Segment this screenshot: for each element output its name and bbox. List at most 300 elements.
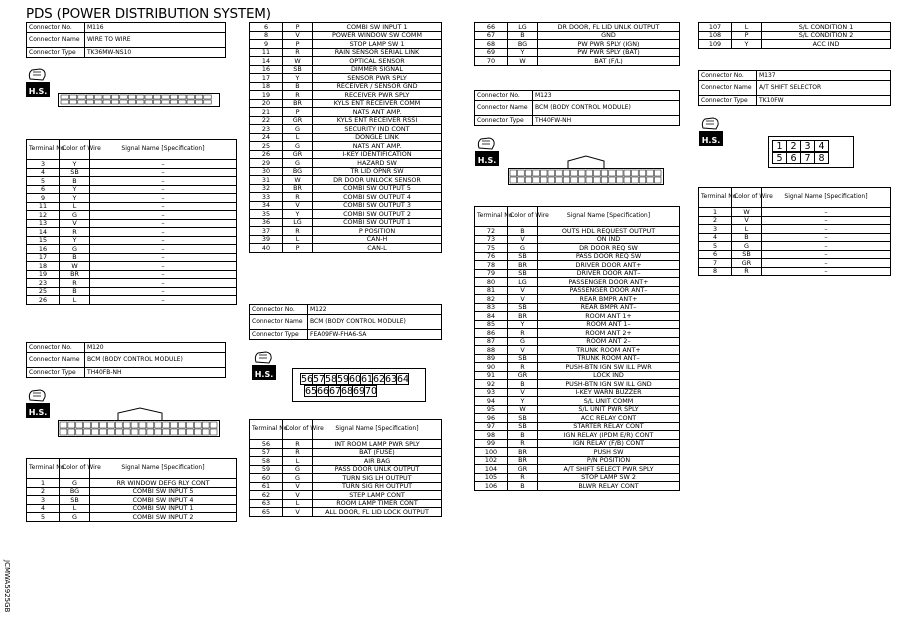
terminal-cell: 97 (475, 422, 508, 431)
signal-name-cell: NATS ANT AMP. (313, 142, 442, 151)
signal-name-cell: GND (538, 31, 680, 40)
wire-color-cell: GR (283, 150, 313, 159)
signal-name-cell: STEP LAMP CONT (313, 491, 442, 500)
connector-pin: 3 (800, 140, 815, 152)
signal-name-cell: STOP LAMP SW 2 (538, 473, 680, 482)
m120-connector-face (58, 408, 220, 438)
wire-color-cell: R (508, 473, 538, 482)
wire-color-cell: L (60, 202, 90, 211)
terminal-cell: 24 (250, 133, 283, 142)
connector-pin: 66 (317, 386, 330, 397)
wire-color-cell: W (508, 405, 538, 414)
signal-name-cell: – (90, 262, 237, 271)
terminal-cell: 66 (475, 23, 508, 32)
terminal-cell: 78 (475, 261, 508, 270)
terminal-cell: 57 (250, 448, 283, 457)
signal-name-cell: – (90, 287, 237, 296)
terminal-cell: 31 (250, 176, 283, 185)
terminal-cell: 73 (475, 235, 508, 244)
wire-color-cell: Y (508, 397, 538, 406)
signal-name-cell: – (762, 242, 891, 251)
wire-color-cell: Y (60, 160, 90, 169)
signal-name-cell: AIR BAG (313, 457, 442, 466)
signal-name-cell: ROOM ANT 2– (538, 337, 680, 346)
terminal-cell: 7 (699, 259, 732, 268)
terminal-cell: 26 (250, 150, 283, 159)
hs-hand-icon (475, 136, 499, 166)
wire-color-cell: BR (283, 99, 313, 108)
signal-name-cell: – (90, 279, 237, 288)
connector-pin: 2 (786, 140, 801, 152)
terminal-cell: 69 (475, 48, 508, 57)
signal-name-cell: DRIVER DOOR ANT+ (538, 261, 680, 270)
terminal-cell: 8 (250, 31, 283, 40)
signal-name-cell: LOCK IND (538, 371, 680, 380)
wire-color-cell: R (283, 440, 313, 449)
terminal-cell: 8 (699, 267, 732, 276)
wire-color-cell: B (732, 233, 762, 242)
wire-color-cell: V (283, 31, 313, 40)
connector-pin: 57 (313, 374, 326, 385)
m122-connector-info: Connector No. M122 Connector Name BCM (BODY CONTROL MODULE) Connector Type FEA09FW-FHA6-SA (249, 304, 442, 340)
wire-color-cell: W (283, 176, 313, 185)
table-row (250, 499, 442, 508)
table-row (250, 82, 442, 91)
table-row (27, 479, 237, 488)
wire-color-cell: SB (508, 414, 538, 423)
signal-name-cell: DR DOOR UNLOCK SENSOR (313, 176, 442, 185)
table-row (475, 388, 680, 397)
terminal-cell: 30 (250, 167, 283, 176)
table-row (699, 216, 891, 225)
wire-color-cell: GR (508, 465, 538, 474)
table-row (475, 252, 680, 261)
hs-hand-icon (252, 350, 276, 380)
terminal-cell: 4 (699, 233, 732, 242)
terminal-cell: 11 (27, 202, 60, 211)
signal-name-cell: ROOM ANT 1+ (538, 312, 680, 321)
wire-color-cell: W (508, 57, 538, 66)
terminal-cell: 1 (27, 479, 60, 488)
terminal-cell: 33 (250, 193, 283, 202)
connector-pin: 60 (349, 374, 362, 385)
wire-color-cell: V (283, 201, 313, 210)
signal-name-cell: S/L UNIT COMM (538, 397, 680, 406)
signal-name-cell: S/L CONDITION 1 (762, 23, 891, 32)
wire-color-cell: BR (508, 312, 538, 321)
signal-name-cell: P POSITION (313, 227, 442, 236)
table-row (699, 250, 891, 259)
terminal-cell: 36 (250, 218, 283, 227)
wire-color-cell: G (60, 211, 90, 220)
wire-color-cell: GR (732, 259, 762, 268)
wire-color-cell: SB (60, 168, 90, 177)
signal-name-cell: NATS ANT AMP. (313, 108, 442, 117)
table-row (475, 329, 680, 338)
table-row (475, 286, 680, 295)
table-row (27, 185, 237, 194)
terminal-cell: 60 (250, 474, 283, 483)
signal-name-cell: – (90, 219, 237, 228)
table-row (27, 487, 237, 496)
wire-color-cell: Y (60, 236, 90, 245)
m122-connector-face (292, 368, 426, 402)
table-row (250, 244, 442, 253)
terminal-cell: 18 (27, 262, 60, 271)
table-row (250, 193, 442, 202)
wire-color-cell: B (508, 482, 538, 491)
terminal-cell: 37 (250, 227, 283, 236)
signal-name-cell: – (90, 177, 237, 186)
wire-color-cell: BR (508, 261, 538, 270)
table-row (27, 296, 237, 305)
signal-name-cell: PASSENGER DOOR ANT– (538, 286, 680, 295)
wire-color-cell: P (283, 23, 313, 32)
wire-color-cell: G (283, 474, 313, 483)
signal-name-cell: – (90, 185, 237, 194)
table-row (475, 244, 680, 253)
hs-hand-icon (699, 116, 723, 146)
table-row (250, 108, 442, 117)
terminal-cell: 9 (27, 194, 60, 203)
wire-color-cell: B (508, 431, 538, 440)
table-row (475, 40, 680, 49)
signal-name-cell: COMBI SW INPUT 1 (90, 504, 237, 513)
table-row (250, 57, 442, 66)
signal-name-cell: IGN RELAY (F/B) CONT (538, 439, 680, 448)
table-row (27, 279, 237, 288)
signal-name-cell: COMBI SW OUTPUT 4 (313, 193, 442, 202)
terminal-cell: 13 (27, 219, 60, 228)
signal-name-cell: COMBI SW OUTPUT 3 (313, 201, 442, 210)
signal-name-cell: I-KEY IDENTIFICATION (313, 150, 442, 159)
terminal-cell: 68 (475, 40, 508, 49)
table-row (699, 225, 891, 234)
terminal-cell: 59 (250, 465, 283, 474)
terminal-cell: 21 (250, 108, 283, 117)
table-row (699, 23, 891, 32)
table-row (475, 456, 680, 465)
table-row (699, 259, 891, 268)
signal-name-cell: ACC IND (762, 40, 891, 49)
connector-pin: 58 (325, 374, 338, 385)
terminal-cell: 1 (699, 208, 732, 217)
signal-name-cell: TURN SIG RH OUTPUT (313, 482, 442, 491)
wire-color-cell: G (60, 479, 90, 488)
terminal-cell: 61 (250, 482, 283, 491)
table-row (250, 91, 442, 100)
signal-name-cell: DIMMER SIGNAL (313, 65, 442, 74)
signal-name-cell: RR WINDOW DEFG RLY CONT (90, 479, 237, 488)
signal-name-cell: S/L CONDITION 2 (762, 31, 891, 40)
terminal-cell: 75 (475, 244, 508, 253)
table-row (27, 211, 237, 220)
wire-color-cell: SB (60, 496, 90, 505)
wire-color-cell: P (283, 244, 313, 253)
wire-color-cell: SB (508, 269, 538, 278)
table-row (475, 295, 680, 304)
terminal-cell: 91 (475, 371, 508, 380)
wire-color-cell: SB (508, 303, 538, 312)
terminal-cell: 17 (27, 253, 60, 262)
table-row (475, 473, 680, 482)
wire-color-cell: W (60, 262, 90, 271)
svg-text:H.S.: H.S. (477, 156, 497, 165)
terminal-cell: 98 (475, 431, 508, 440)
table-row (475, 261, 680, 270)
wire-color-cell: Y (283, 74, 313, 83)
table-row (250, 448, 442, 457)
wire-color-cell: Y (732, 40, 762, 49)
wire-color-cell: LG (508, 278, 538, 287)
table-row (27, 219, 237, 228)
wire-color-cell: G (60, 513, 90, 522)
signal-name-cell: – (762, 233, 891, 242)
table-row (27, 194, 237, 203)
table-row (475, 235, 680, 244)
m116-connector-info: Connector No. M116 Connector Name WIRE TO WIRE Connector Type TK36MW-NS10 (26, 22, 226, 58)
wire-color-cell: V (283, 482, 313, 491)
table-row (699, 242, 891, 251)
m123-connector-face (508, 156, 664, 186)
table-row (250, 184, 442, 193)
m116-connector-face (58, 93, 220, 107)
wire-color-cell: R (60, 228, 90, 237)
terminal-cell: 2 (699, 216, 732, 225)
table-row (250, 167, 442, 176)
connector-pin: 64 (397, 374, 410, 385)
table-row (475, 354, 680, 363)
terminal-cell: 16 (250, 65, 283, 74)
terminal-cell: 6 (699, 250, 732, 259)
signal-name-cell: IGN RELAY (IPDM E/R) CONT (538, 431, 680, 440)
table-row (475, 439, 680, 448)
wire-color-cell: W (732, 208, 762, 217)
wire-color-cell: G (60, 245, 90, 254)
terminal-cell: 16 (27, 245, 60, 254)
signal-name-cell: – (90, 194, 237, 203)
table-row (475, 371, 680, 380)
signal-name-cell: KYLS ENT RECEIVER RSSI (313, 116, 442, 125)
signal-name-cell: – (762, 208, 891, 217)
terminal-cell: 72 (475, 227, 508, 236)
signal-name-cell: – (90, 245, 237, 254)
signal-name-cell: BAT (FUSE) (313, 448, 442, 457)
signal-name-cell: SECURITY IND CONT (313, 125, 442, 134)
signal-name-cell: TRUNK ROOM ANT– (538, 354, 680, 363)
signal-name-cell: POWER WINDOW SW COMM (313, 31, 442, 40)
terminal-cell: 105 (475, 473, 508, 482)
wire-color-cell: V (508, 295, 538, 304)
signal-name-cell: BLWR RELAY CONT (538, 482, 680, 491)
terminal-cell: 39 (250, 235, 283, 244)
signal-name-cell: – (90, 211, 237, 220)
terminal-cell: 20 (250, 99, 283, 108)
terminal-cell: 108 (699, 31, 732, 40)
table-row (699, 208, 891, 217)
wire-color-cell: Y (283, 210, 313, 219)
signal-name-cell: DR DOOR REQ SW (538, 244, 680, 253)
signal-name-cell: P/N POSITION (538, 456, 680, 465)
signal-name-cell: CAN-L (313, 244, 442, 253)
wire-color-cell: G (732, 242, 762, 251)
signal-name-cell: – (90, 168, 237, 177)
connector-pin: 67 (329, 386, 342, 397)
wire-color-cell: SB (508, 422, 538, 431)
terminal-cell: 99 (475, 439, 508, 448)
terminal-cell: 96 (475, 414, 508, 423)
table-row (475, 278, 680, 287)
signal-name-cell: – (762, 250, 891, 259)
signal-name-cell: PUSH SW (538, 448, 680, 457)
terminal-cell: 90 (475, 363, 508, 372)
wire-color-cell: G (508, 244, 538, 253)
signal-name-cell: PUSH-BTN IGN SW ILL GND (538, 380, 680, 389)
m137-signal-table: Terminal No. Color of Wire Signal Name [Specification] 1 W – 2 V – 3 L – 4 B – 5 G – 6 SB – 7 GR – 8 R – (698, 187, 891, 276)
terminal-cell: 34 (250, 201, 283, 210)
signal-name-cell: COMBI SW OUTPUT 2 (313, 210, 442, 219)
wire-color-cell: R (732, 267, 762, 276)
wire-color-cell: BG (60, 487, 90, 496)
table-row (250, 508, 442, 517)
table-row (250, 125, 442, 134)
terminal-cell: 19 (250, 91, 283, 100)
wire-color-cell: Y (508, 48, 538, 57)
signal-name-cell: COMBI SW INPUT 4 (90, 496, 237, 505)
m120-connector-info: Connector No. M120 Connector Name BCM (BODY CONTROL MODULE) Connector Type TH40FB-NH (26, 342, 226, 378)
terminal-cell: 84 (475, 312, 508, 321)
figure-code: JCMWA5925GB (3, 560, 11, 613)
connector-pin: 7 (800, 152, 815, 164)
wire-color-cell: GR (508, 371, 538, 380)
terminal-cell: 93 (475, 388, 508, 397)
terminal-cell: 2 (27, 487, 60, 496)
signal-name-cell: – (762, 259, 891, 268)
table-row (250, 31, 442, 40)
signal-name-cell: ROOM ANT 2+ (538, 329, 680, 338)
table-row (475, 414, 680, 423)
wire-color-cell: V (732, 216, 762, 225)
terminal-cell: 100 (475, 448, 508, 457)
wire-color-cell: B (508, 380, 538, 389)
m120-signal-table-continued (249, 22, 442, 253)
wire-color-cell: V (508, 388, 538, 397)
table-row (250, 210, 442, 219)
table-row (475, 448, 680, 457)
wire-color-cell: W (283, 57, 313, 66)
terminal-cell: 5 (27, 177, 60, 186)
terminal-cell: 12 (27, 211, 60, 220)
m122-signal-table-continued (474, 22, 680, 66)
signal-name-cell: PASSENGER DOOR ANT+ (538, 278, 680, 287)
terminal-cell: 15 (27, 236, 60, 245)
connector-pin: 8 (814, 152, 829, 164)
wire-color-cell: R (508, 329, 538, 338)
table-row (27, 496, 237, 505)
signal-name-cell: SENSOR PWR SPLY (313, 74, 442, 83)
wire-color-cell: GR (283, 116, 313, 125)
signal-name-cell: TR LID OPNR SW (313, 167, 442, 176)
signal-name-cell: – (90, 160, 237, 169)
terminal-cell: 81 (475, 286, 508, 295)
terminal-cell: 80 (475, 278, 508, 287)
wire-color-cell: L (283, 499, 313, 508)
signal-name-cell: COMBI SW OUTPUT 5 (313, 184, 442, 193)
table-row (250, 176, 442, 185)
wire-color-cell: G (283, 465, 313, 474)
svg-text:H.S.: H.S. (28, 408, 48, 417)
signal-name-cell: DR DOOR, FL LID UNLK OUTPUT (538, 23, 680, 32)
table-row (250, 116, 442, 125)
wire-color-cell: SB (508, 354, 538, 363)
signal-name-cell: I-KEY WARN BUZZER (538, 388, 680, 397)
table-row (250, 474, 442, 483)
signal-name-cell: – (762, 216, 891, 225)
table-row (27, 228, 237, 237)
wire-color-cell: BG (283, 167, 313, 176)
connector-pin: 4 (814, 140, 829, 152)
wire-color-cell: LG (283, 218, 313, 227)
wire-color-cell: P (283, 40, 313, 49)
signal-name-cell: PW PWR SPLY (BAT) (538, 48, 680, 57)
wire-color-cell: V (283, 508, 313, 517)
table-row (250, 23, 442, 32)
signal-name-cell: RECEIVER PWR SPLY (313, 91, 442, 100)
wire-color-cell: Y (60, 194, 90, 203)
terminal-cell: 25 (250, 142, 283, 151)
table-row (250, 482, 442, 491)
wire-color-cell: P (283, 108, 313, 117)
terminal-cell: 4 (27, 504, 60, 513)
wire-color-cell: Y (508, 320, 538, 329)
table-row (250, 150, 442, 159)
wire-color-cell: L (283, 457, 313, 466)
signal-name-cell: RAIN SENSOR SERIAL LINK (313, 48, 442, 57)
wire-color-cell: G (508, 337, 538, 346)
m137-connector-info: Connector No. M137 Connector Name A/T SHIFT SELECTOR Connector Type TK10FW (698, 70, 891, 106)
table-row (475, 23, 680, 32)
table-row (250, 99, 442, 108)
terminal-cell: 89 (475, 354, 508, 363)
signal-name-cell: KYLS ENT RECEIVER COMM (313, 99, 442, 108)
table-row (699, 267, 891, 276)
table-row (475, 465, 680, 474)
signal-name-cell: CAN-H (313, 235, 442, 244)
terminal-cell: 9 (250, 40, 283, 49)
wire-color-cell: SB (732, 250, 762, 259)
terminal-cell: 83 (475, 303, 508, 312)
wire-color-cell: R (283, 91, 313, 100)
table-row (699, 40, 891, 49)
signal-name-cell: – (762, 267, 891, 276)
signal-name-cell: OUTS HDL REQUEST OUTPUT (538, 227, 680, 236)
wire-color-cell: V (283, 491, 313, 500)
connector-pin: 1 (772, 140, 787, 152)
signal-name-cell: REAR BMPR ANT+ (538, 295, 680, 304)
table-row (699, 31, 891, 40)
table-row (250, 440, 442, 449)
signal-name-cell: S/L UNIT PWR SPLY (538, 405, 680, 414)
table-row (250, 457, 442, 466)
terminal-cell: 87 (475, 337, 508, 346)
terminal-cell: 63 (250, 499, 283, 508)
signal-name-cell: HAZARD SW (313, 159, 442, 168)
signal-name-cell: ALL DOOR, FL LID LOCK OUTPUT (313, 508, 442, 517)
table-row (475, 312, 680, 321)
wire-color-cell: R (283, 448, 313, 457)
table-row (27, 253, 237, 262)
signal-name-cell: DRIVER DOOR ANT– (538, 269, 680, 278)
